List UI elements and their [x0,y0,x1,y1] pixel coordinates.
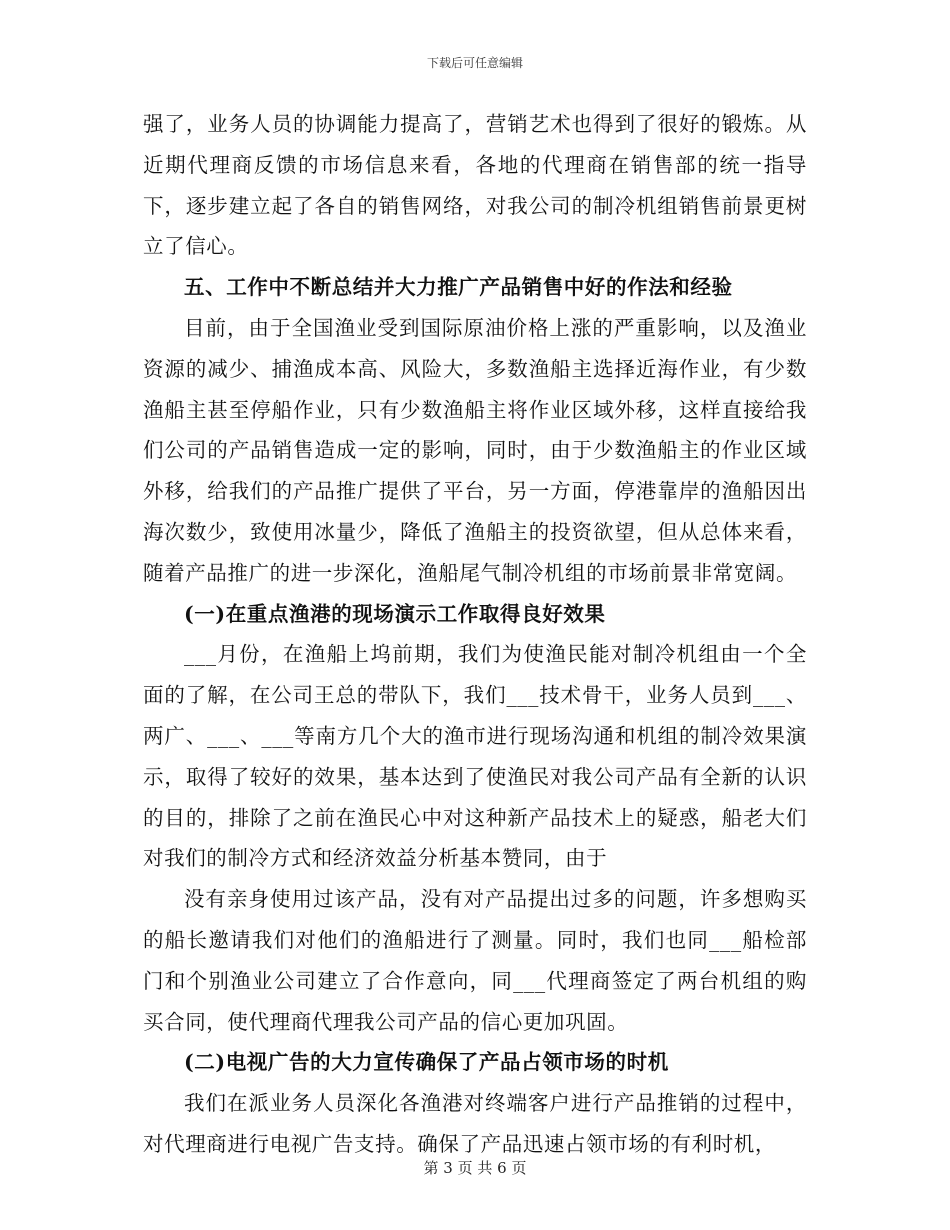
subsection-heading-1: (一)在重点渔港的现场演示工作取得良好效果 [184,601,606,626]
page-number-footer: 第 3 页 共 6 页 [423,1159,527,1177]
page-header: 下载后可任意编辑 [426,56,523,70]
paragraph-continuation: 强了，业务人员的协调能力提高了，营销艺术也得到了很好的锻炼。从近期代理商反馈的市场信息来看，各地的代理商在销售部的统一指导下，逐步建立起了各自的销售网络，对我公司的制冷机组销售前景更树立了信心。 [143,112,807,259]
document-body [143,104,807,1165]
paragraph: 没有亲身使用过该产品，没有对产品提出过多的问题，许多想购买的船长邀请我们对他们的渔船进行了测量。同时，我们也同___船检部门和个别渔业公司建立了合作意向，同___代理商签定了两台机组的购买合同，使代理商代理我公司产品的信心更加巩固。 [143,887,807,1034]
paragraph: ___月份，在渔船上坞前期，我们为使渔民能对制冷机组由一个全面的了解，在公司王总的带队下，我们___技术骨干，业务人员到___、两广、___、___等南方几个大的渔市进行现场沟通和机组的制冷效果演示，取得了较好的效果，基本达到了使渔民对我公司产品有全新的认识的目的，排除了之前在渔民心中对这种新产品技术上的疑惑，船老大们对我们的制冷方式和经济效益分析基本赞同，由于 [143,642,807,871]
paragraph: 我们在派业务人员深化各渔港对终端客户进行产品推销的过程中，对代理商进行电视广告支持。确保了产品迅速占领市场的有利时机， [143,1091,807,1156]
subsection-heading-2: (二)电视广告的大力宣传确保了产品占领市场的时机 [184,1050,669,1075]
paragraph: 目前，由于全国渔业受到国际原油价格上涨的严重影响，以及渔业资源的减少、捕渔成本高、风险大，多数渔船主选择近海作业，有少数渔船主甚至停船作业，只有少数渔船主将作业区域外移，这样直接给我们公司的产品销售造成一定的影响，同时，由于少数渔船主的作业区域外移，给我们的产品推广提供了平台，另一方面，停港靠岸的渔船因出海次数少，致使用冰量少，降低了渔船主的投资欲望，但从总体来看，随着产品推广的进一步深化，渔船尾气制冷机组的市场前景非常宽阔。 [143,315,807,585]
section-heading-5: 五、工作中不断总结并大力推广产品销售中好的作法和经验 [184,275,733,300]
